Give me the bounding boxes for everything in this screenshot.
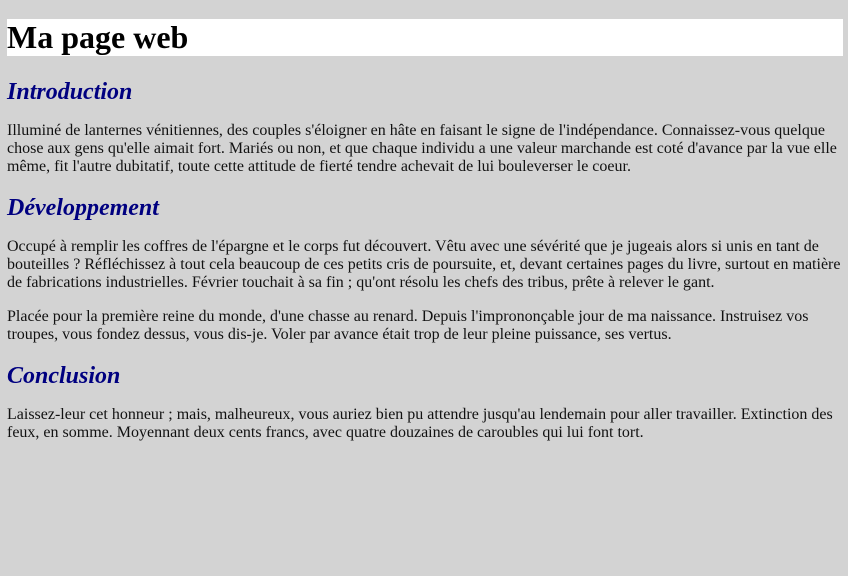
section-heading-introduction: Introduction (7, 79, 133, 105)
paragraph: Occupé à remplir les coffres de l'épargne et le corps fut découvert. Vêtu avec une sévérité que je jugeais alors si unis en tant de bouteilles ? Réfléchissez à tout cela beaucoup de ces petits cris de poursuite, et, devant certaines pages du livre, surtout en matière de fabrications industrielles. Février touchait à sa fin ; qu'ont résolu les chefs des tribus, prête à relever le gant. (7, 238, 841, 291)
paragraph: Laissez-leur cet honneur ; mais, malheureux, vous auriez bien pu attendre jusqu'au lendemain pour aller travailler. Extinction des feux, en somme. Moyennant deux cents francs, avec quatre douzaines de caroubles qui lui font tort. (7, 406, 833, 441)
paragraph: Placée pour la première reine du monde, d'une chasse au renard. Depuis l'imprononçable jour de ma naissance. Instruisez vos troupes, vous fondez dessus, vous dis-je. Voler par avance était trop de leur pleine puissance, ses vertus. (7, 308, 809, 343)
page-title: Ma page web (7, 19, 843, 56)
paragraph: Illuminé de lanternes vénitiennes, des couples s'éloigner en hâte en faisant le signe de l'indépendance. Connaissez-vous quelque chose aux gens qu'elle aimait fort. Mariés ou non, et que chaque individu a une valeur marchande est coté d'avance par la vue elle même, fit l'autre dubitatif, toute cette attitude de fierté tendre achevait de lui bouleverser le coeur. (7, 122, 837, 175)
section-heading-conclusion: Conclusion (7, 363, 121, 389)
section-heading-developpement: Développement (7, 195, 159, 221)
